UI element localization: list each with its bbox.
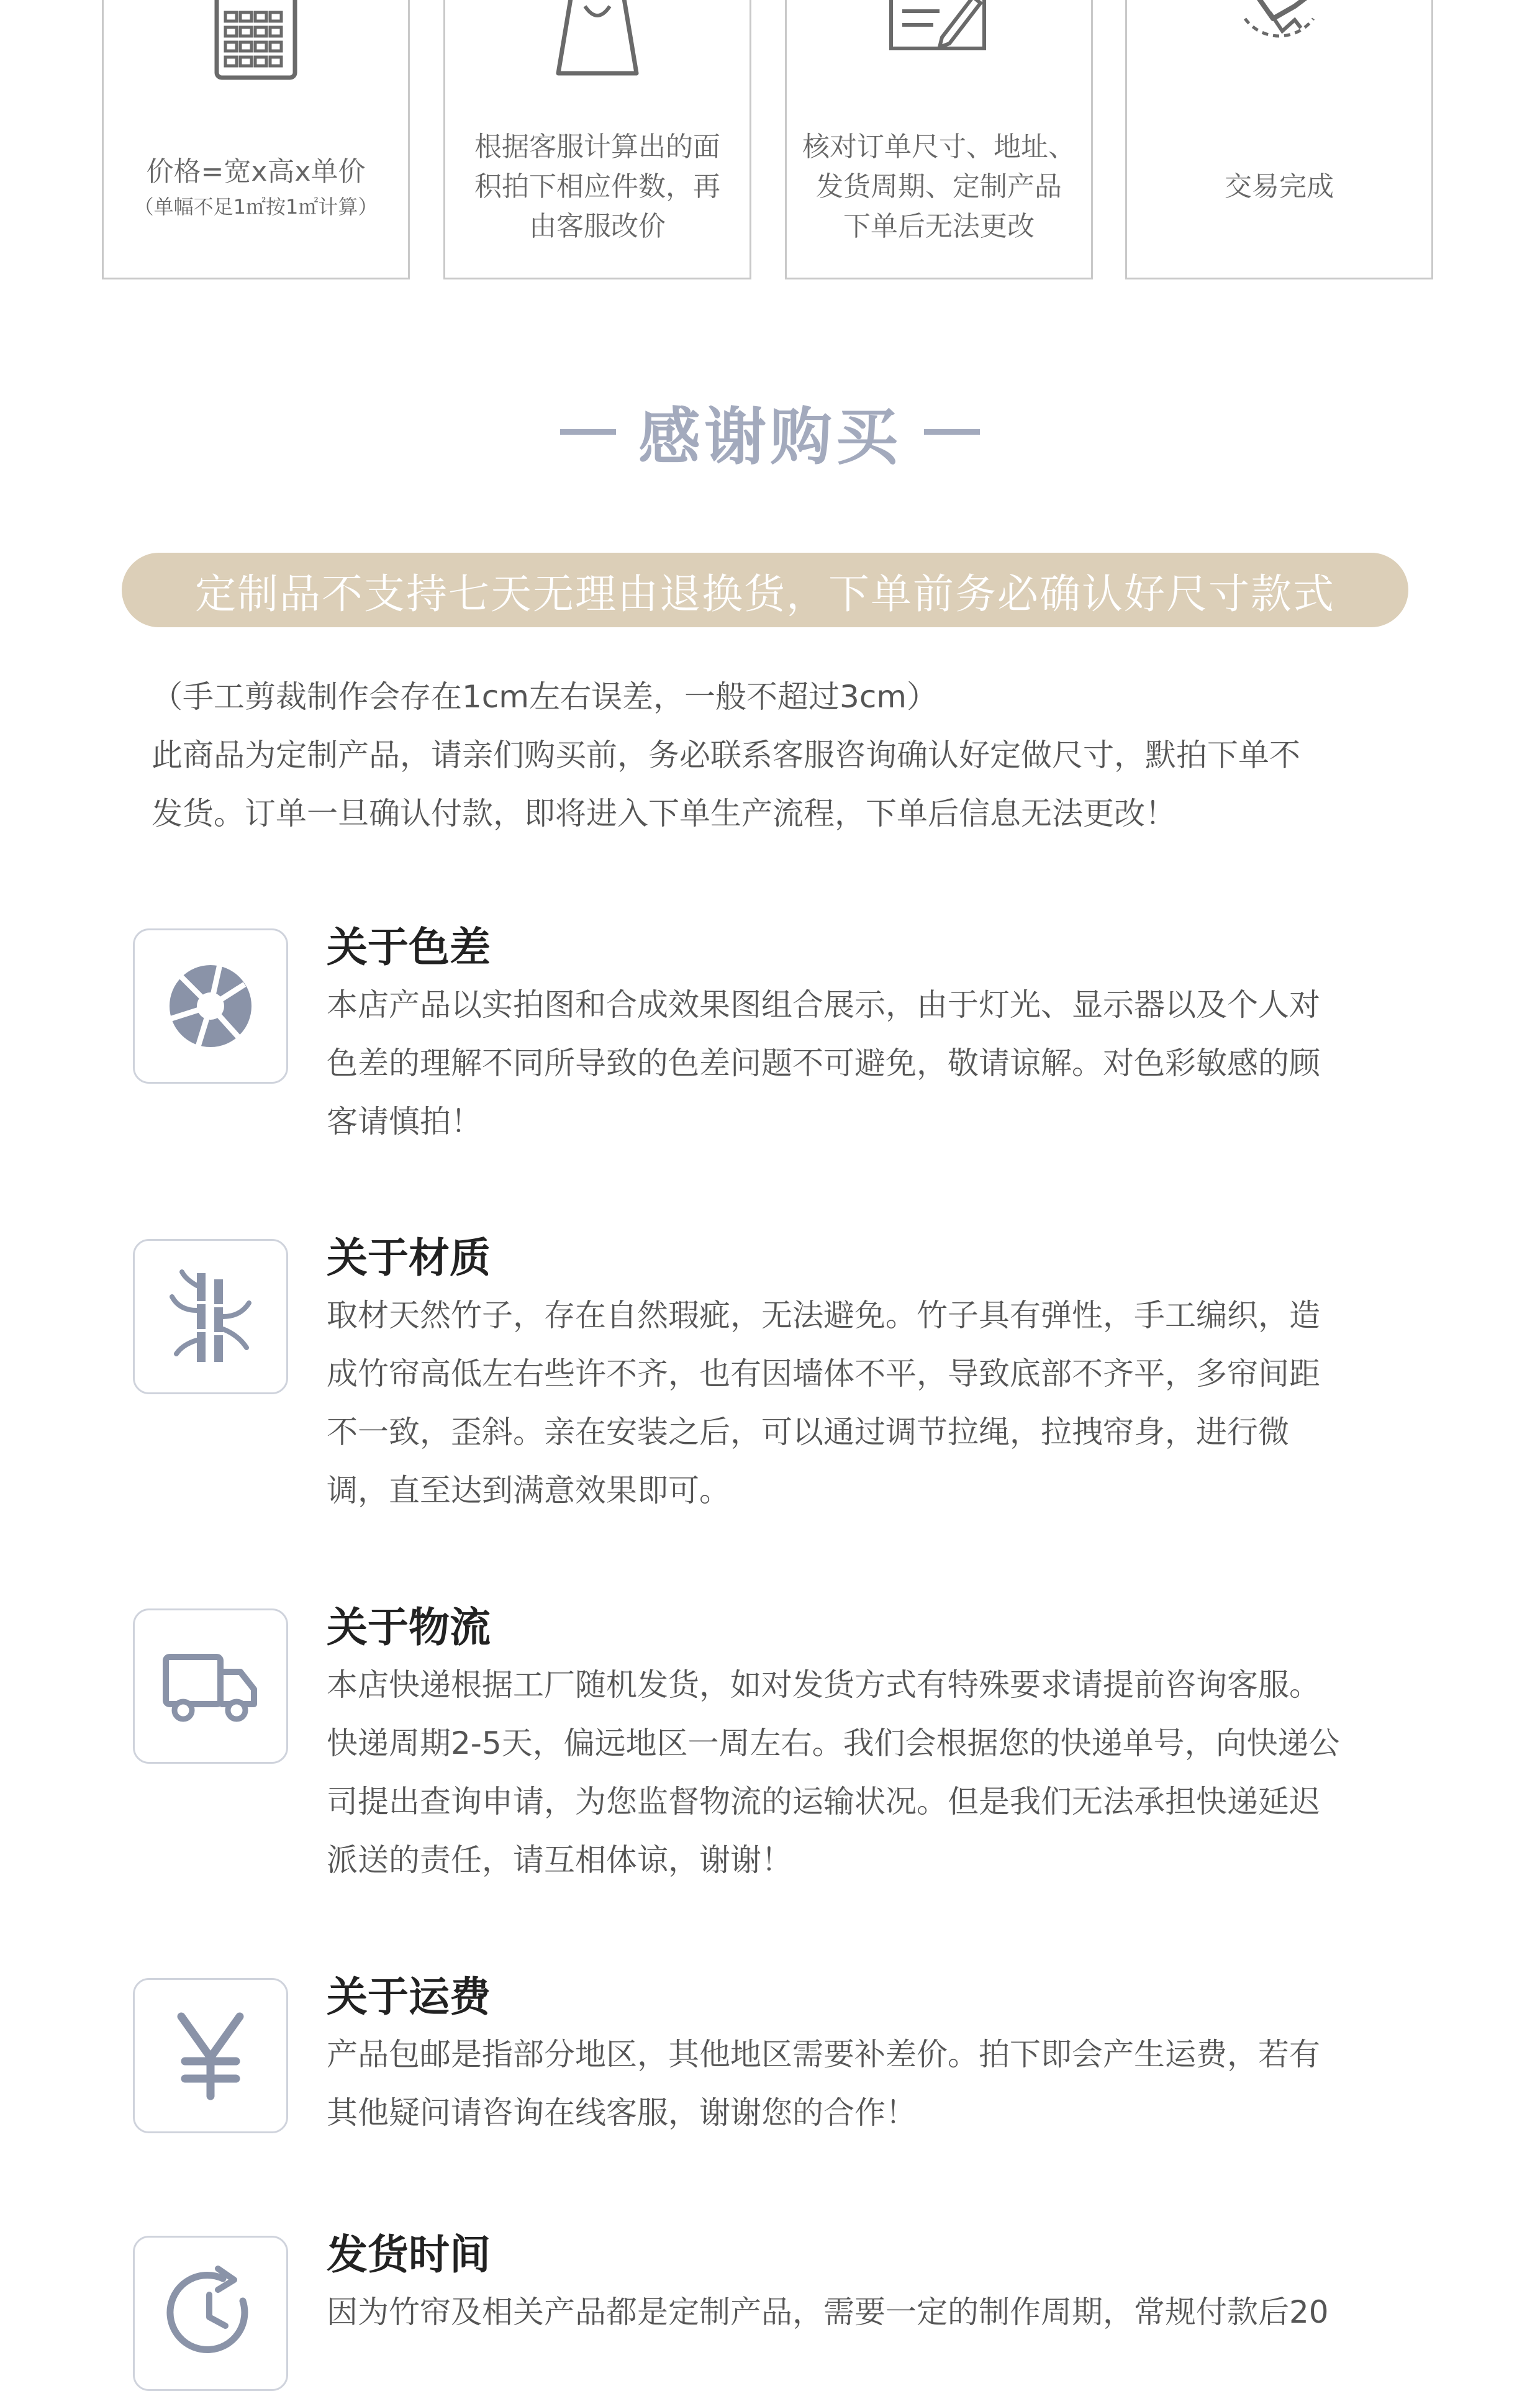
yen-icon: [170, 2009, 251, 2102]
page-title: 感谢购买: [638, 401, 902, 473]
step-card-order: [443, 0, 751, 279]
info-heading: 关于运费: [327, 1973, 491, 2021]
pen-form-icon: [886, 0, 992, 87]
process-steps: [0, 0, 1540, 286]
info-heading: 关于材质: [327, 1234, 491, 1282]
step-card-complete: [1125, 0, 1433, 279]
info-heading: 发货时间: [327, 2231, 491, 2279]
info-line: 不一致，歪斜。亲在安装之后，可以通过调节拉绳，拉拽帘身，进行微: [327, 1414, 1289, 1450]
step-text: 根据客服计算出的面: [474, 131, 720, 163]
notice-text: 定制品不支持七天无理由退换货，下单前务必确认好尺寸款式: [195, 569, 1335, 618]
icon-box: [133, 1608, 288, 1764]
title-dash-right: [924, 429, 980, 435]
info-heading: 关于物流: [327, 1604, 491, 1651]
info-line: 取材天然竹子，存在自然瑕疵，无法避免。竹子具有弹性，手工编织，造: [327, 1297, 1320, 1333]
info-line: 成竹帘高低左右些许不齐，也有因墙体不平，导致底部不齐平，多帘间距: [327, 1356, 1320, 1392]
step-text: 价格=宽x高x单价: [146, 156, 366, 188]
icon-box: [133, 1239, 288, 1394]
calculator-icon: [203, 0, 309, 87]
info-line: 客请慎拍！: [327, 1104, 482, 1140]
intro-text: [152, 668, 1418, 843]
clock-refresh-icon: [161, 2264, 260, 2363]
step-card-verify: [785, 0, 1093, 279]
aperture-icon: [164, 960, 257, 1053]
step-text: 发货周期、定制产品: [816, 171, 1062, 202]
step-text: 由客服改价: [529, 211, 666, 242]
info-line: 本店产品以实拍图和合成效果图组合展示，由于灯光、显示器以及个人对: [327, 987, 1320, 1023]
step-card-price: [102, 0, 410, 279]
icon-box: [133, 1978, 288, 2133]
step-text: 下单后无法更改: [843, 211, 1035, 242]
intro-line: 此商品为定制产品，请亲们购买前，务必联系客服咨询确认好定做尺寸，默拍下单不: [152, 737, 1300, 773]
step-text: 交易完成: [1225, 171, 1334, 202]
icon-box: [133, 928, 288, 1084]
handshake-icon: [1226, 0, 1332, 87]
shopping-bag-icon: [545, 0, 650, 87]
bamboo-icon: [161, 1267, 260, 1366]
title-dash-left: [560, 429, 616, 435]
info-line: 色差的理解不同所导致的色差问题不可避免，敬请谅解。对色彩敏感的顾: [327, 1045, 1320, 1081]
step-text: 核对订单尺寸、地址、: [802, 131, 1076, 163]
icon-box: [133, 2236, 288, 2391]
notice-banner: [122, 553, 1408, 627]
step-text: 积拍下相应件数，再: [474, 171, 720, 202]
info-line: 派送的责任，请互相体谅，谢谢！: [327, 1842, 792, 1878]
section-title: [0, 385, 1540, 478]
info-line: 因为竹帘及相关产品都是定制产品，需要一定的制作周期，常规付款后20: [327, 2294, 1329, 2330]
info-line: 产品包邮是指部分地区，其他地区需要补差价。拍下即会产生运费，若有: [327, 2036, 1320, 2072]
truck-icon: [161, 1646, 260, 1726]
info-heading: 关于色差: [327, 923, 491, 971]
info-line: 调，直至达到满意效果即可。: [327, 1472, 730, 1509]
info-line: 快递周期2-5天，偏远地区一周左右。我们会根据您的快递单号，向快递公: [327, 1725, 1340, 1761]
intro-line: （手工剪裁制作会存在1cm左右误差，一般不超过3cm）: [152, 679, 938, 715]
intro-line: 发货。订单一旦确认付款，即将进入下单生产流程，下单后信息无法更改！: [152, 796, 1176, 832]
info-line: 本店快递根据工厂随机发货，如对发货方式有特殊要求请提前咨询客服。: [327, 1667, 1320, 1703]
info-line: 司提出查询申请，为您监督物流的运输状况。但是我们无法承担快递延迟: [327, 1784, 1320, 1820]
info-line: 其他疑问请咨询在线客服，谢谢您的合作！: [327, 2095, 917, 2131]
step-note: （单幅不足1㎡按1㎡计算）: [134, 195, 378, 219]
